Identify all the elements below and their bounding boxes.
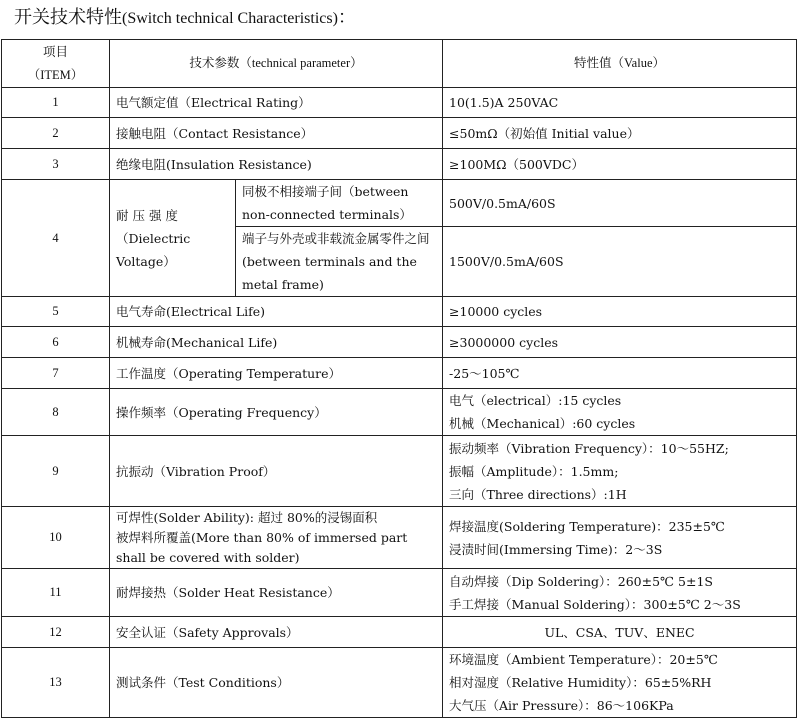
param-cell: 可焊性(Solder Ability): 超过 80%的浸锡面积 被焊料所覆盖(More than 80% of immersed part shall be covered with solder) (110, 507, 443, 569)
value-cell: 环境温度（Ambient Temperature）：20±5℃ 相对湿度（Relative Humidity）：65±5%RH 大气压（Air Pressure）：86～106KPa (443, 648, 797, 718)
title-cn: 开关技术特性 (14, 7, 122, 28)
param-cell: 抗振动（Vibration Proof） (110, 436, 443, 507)
table-row: 6 机械寿命(Mechanical Life) ≥3000000 cycles (2, 327, 797, 358)
table-row: 8 操作频率（Operating Frequency） 电气（electrical）:15 cycles 机械（Mechanical）:60 cycles (2, 389, 797, 436)
value-cell: 振动频率（Vibration Frequency）：10～55HZ; 振幅（Amplitude）：1.5mm; 三向（Three directions）:1H (443, 436, 797, 507)
table-row: 12 安全认证（Safety Approvals） UL、CSA、TUV、ENEC (2, 617, 797, 648)
param-cell: 工作温度（Operating Temperature） (110, 358, 443, 389)
table-row: 3 绝缘电阻(Insulation Resistance) ≥100MΩ（500VDC） (2, 149, 797, 180)
param-cell: 测试条件（Test Conditions） (110, 648, 443, 718)
param-cell: 操作频率（Operating Frequency） (110, 389, 443, 436)
table-row: 9 抗振动（Vibration Proof） 振动频率（Vibration Frequency）：10～55HZ; 振幅（Amplitude）：1.5mm; 三向（Three directions）:1H (2, 436, 797, 507)
value-cell: UL、CSA、TUV、ENEC (443, 617, 797, 648)
value-cell: ≥100MΩ（500VDC） (443, 149, 797, 180)
table-row: 5 电气寿命(Electrical Life) ≥10000 cycles (2, 297, 797, 327)
table-row: 4 耐 压 强 度 （Dielectric Voltage） 同极不相接端子间（between non-connected terminals） 500V/0.5mA/60S (2, 180, 797, 227)
header-item: 项目 （ITEM） (2, 40, 110, 88)
param-cell: 接触电阻（Contact Resistance） (110, 118, 443, 149)
table-row: 11 耐焊接热（Solder Heat Resistance） 自动焊接（Dip Soldering）：260±5℃ 5±1S 手工焊接（Manual Soldering）：300±5℃ 2～3S (2, 569, 797, 617)
spec-table (1, 39, 797, 718)
table-header-row (2, 40, 797, 88)
table-row: 13 测试条件（Test Conditions） 环境温度（Ambient Temperature）：20±5℃ 相对湿度（Relative Humidity）：65±5%RH 大气压（Air Pressure）：86～106KPa (2, 648, 797, 718)
param-cell: 电气额定值（Electrical Rating） (110, 88, 443, 118)
value-cell: ≥3000000 cycles (443, 327, 797, 358)
title-colon: ： (337, 7, 356, 28)
header-value: 特性值（Value） (443, 40, 797, 88)
value-cell: ≤50mΩ（初始值 Initial value） (443, 118, 797, 149)
table-row: 10 可焊性(Solder Ability): 超过 80%的浸锡面积 被焊料所覆盖(More than 80% of immersed part shall be covered with solder) 焊接温度(Soldering Temperature)：235±5℃ 浸渍时间(Immersing Time)：2～3S (2, 507, 797, 569)
value-cell: 自动焊接（Dip Soldering）：260±5℃ 5±1S 手工焊接（Manual Soldering）：300±5℃ 2～3S (443, 569, 797, 617)
table-row: 1 电气额定值（Electrical Rating） 10(1.5)A 250VAC (2, 88, 797, 118)
value-cell: 电气（electrical）:15 cycles 机械（Mechanical）:60 cycles (443, 389, 797, 436)
value-cell: -25～105℃ (443, 358, 797, 389)
sub-param-cell: 同极不相接端子间（between non-connected terminals） (236, 180, 443, 227)
value-cell: ≥10000 cycles (443, 297, 797, 327)
sub-param-cell: 端子与外壳或非载流金属零件之间(between terminals and the metal frame) (236, 227, 443, 297)
param-cell: 耐焊接热（Solder Heat Resistance） (110, 569, 443, 617)
param-cell: 绝缘电阻(Insulation Resistance) (110, 149, 443, 180)
value-cell: 500V/0.5mA/60S (443, 180, 797, 227)
table-row: 7 工作温度（Operating Temperature） -25～105℃ (2, 358, 797, 389)
value-cell: 10(1.5)A 250VAC (443, 88, 797, 118)
title-en: (Switch technical Characteristics) (122, 10, 338, 27)
table-row: 2 接触电阻（Contact Resistance） ≤50mΩ（初始值 Initial value） (2, 118, 797, 149)
header-param: 技术参数（technical parameter） (110, 40, 443, 88)
param-cell: 电气寿命(Electrical Life) (110, 297, 443, 327)
param-cell: 耐 压 强 度 （Dielectric Voltage） (110, 180, 236, 297)
param-cell: 机械寿命(Mechanical Life) (110, 327, 443, 358)
param-cell: 安全认证（Safety Approvals） (110, 617, 443, 648)
document-title (14, 3, 356, 33)
value-cell: 1500V/0.5mA/60S (443, 227, 797, 297)
value-cell: 焊接温度(Soldering Temperature)：235±5℃ 浸渍时间(Immersing Time)：2～3S (443, 507, 797, 569)
